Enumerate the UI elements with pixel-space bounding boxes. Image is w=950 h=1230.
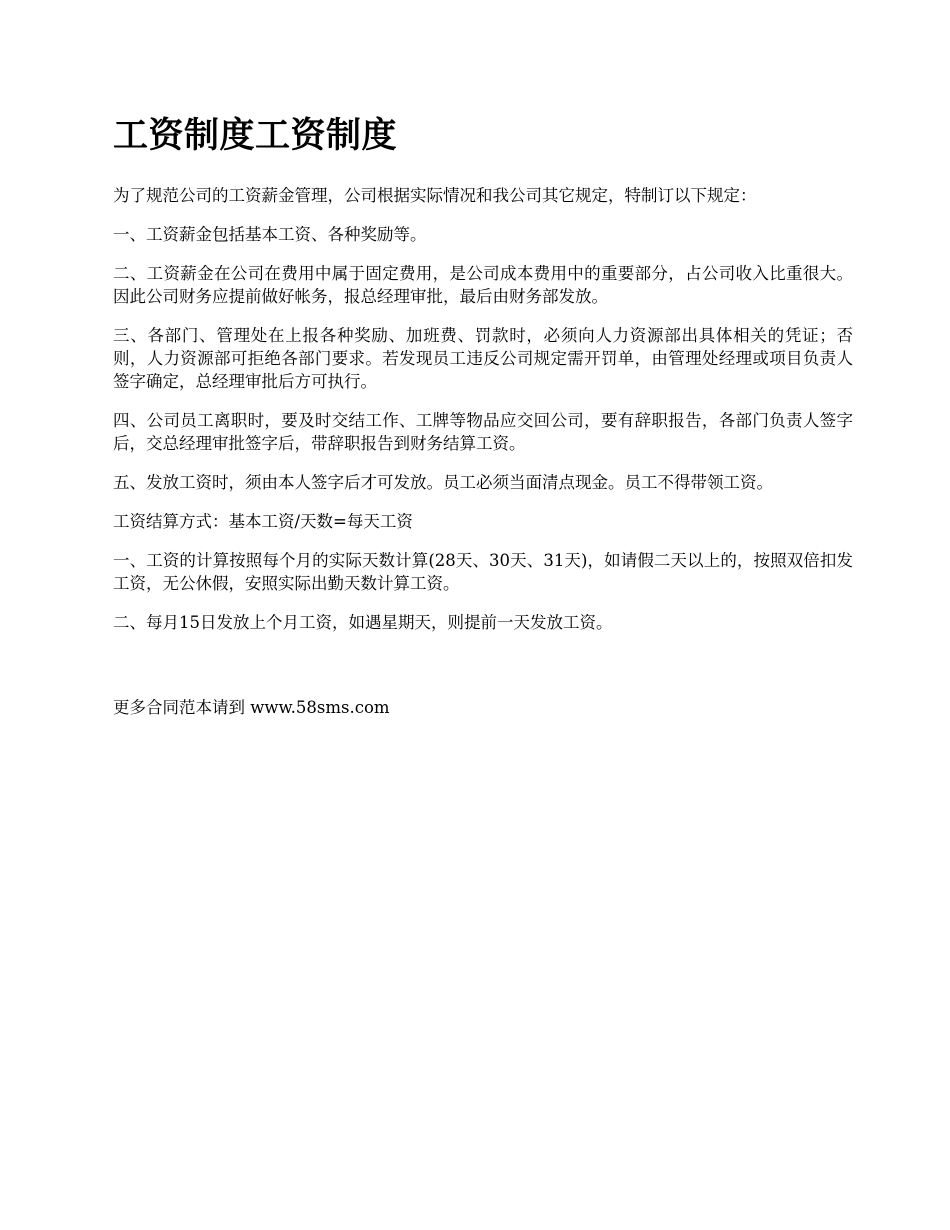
paragraph-settlement-method: 工资结算方式：基本工资/天数=每天工资: [113, 512, 413, 531]
paragraph-settlement-1: 一、工资的计算按照每个月的实际天数计算(28天、30天、31天)，如请假二天以上的，按照双倍扣发工资，无公休假，安照实际出勤天数计算工资。: [113, 551, 853, 593]
footer-link-text[interactable]: 更多合同范本请到 www.58sms.com: [113, 698, 390, 717]
paragraph-item-5: 五、发放工资时，须由本人签字后才可发放。员工必须当面清点现金。员工不得带领工资。: [113, 473, 773, 492]
paragraph-item-1: 一、工资薪金包括基本工资、各种奖励等。: [113, 225, 427, 244]
paragraph-intro: 为了规范公司的工资薪金管理，公司根据实际情况和我公司其它规定，特制订以下规定：: [113, 186, 757, 205]
section-spacer: [113, 650, 853, 696]
paragraph-settlement-2: 二、每月15日发放上个月工资，如遇星期天，则提前一天发放工资。: [113, 613, 613, 632]
paragraph-item-2: 二、工资薪金在公司在费用中属于固定费用，是公司成本费用中的重要部分，占公司收入比重很大。因此公司财务应提前做好帐务，报总经理审批，最后由财务部发放。: [113, 264, 853, 306]
paragraph-item-4: 四、公司员工离职时，要及时交结工作、工牌等物品应交回公司，要有辞职报告，各部门负责人签字后，交总经理审批签字后，带辞职报告到财务结算工资。: [113, 411, 853, 453]
document-title: 工资制度工资制度: [113, 116, 398, 156]
document-page: [113, 110, 853, 719]
paragraph-item-3: 三、各部门、管理处在上报各种奖励、加班费、罚款时，必须向人力资源部出具体相关的凭证；否则，人力资源部可拒绝各部门要求。若发现员工违反公司规定需开罚单，由管理处经理或项目负责人签字确定，总经理审批后方可执行。: [113, 326, 853, 391]
